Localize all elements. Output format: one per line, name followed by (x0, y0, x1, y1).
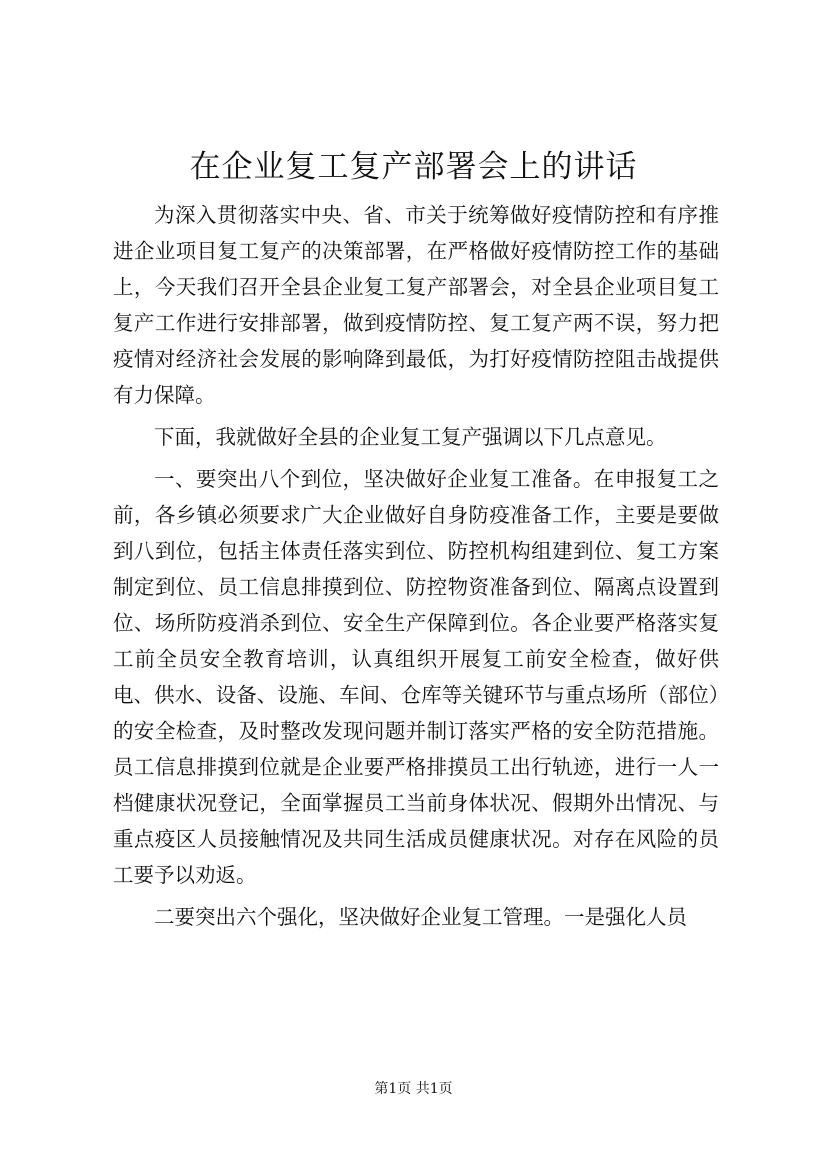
page-footer: 第1页 共1页 (374, 1081, 453, 1097)
document-body (113, 197, 719, 941)
paragraph-section-two: 二要突出六个强化，坚决做好企业复工管理。一是强化人员 (154, 905, 687, 929)
paragraph-section-one: 一、要突出八个到位，坚决做好企业复工准备。在申报复工之前，各乡镇必须要求广大企业做好自身防疫准备工作，主要是要做到八到位，包括主体责任落实到位、防控机构组建到位、复工方案制定到位、员工信息排摸到位、防控物资准备到位、隔离点设置到位、场所防疫消杀到位、安全生产保障到位。各企业要严格落实复工前全员安全教育培训，认真组织开展复工前安全检查，做好供电、供水、设备、设施、车间、仓库等关键环节与重点场所（部位）的安全检查，及时整改发现问题并制订落实严格的安全防范措施。员工信息排摸到位就是企业要严格排摸员工出行轨迹，进行一人一档健康状况登记，全面掌握员工当前身体状况、假期外出情况、与重点疫区人员接触情况及共同生活成员健康状况。对存在风险的员工要予以劝返。 (113, 467, 719, 887)
paragraph-intro: 为深入贯彻落实中央、省、市关于统筹做好疫情防控和有序推进企业项目复工复产的决策部署，在严格做好疫情防控工作的基础上，今天我们召开全县企业复工复产部署会，对全县企业项目复工复产工作进行安排部署，做到疫情防控、复工复产两不误，努力把疫情对经济社会发展的影响降到最低，为打好疫情防控阻击战提供有力保障。 (113, 203, 719, 407)
document-title: 在企业复工复产部署会上的讲话 (189, 149, 638, 185)
paragraph-transition: 下面，我就做好全县的企业复工复产强调以下几点意见。 (154, 425, 667, 449)
